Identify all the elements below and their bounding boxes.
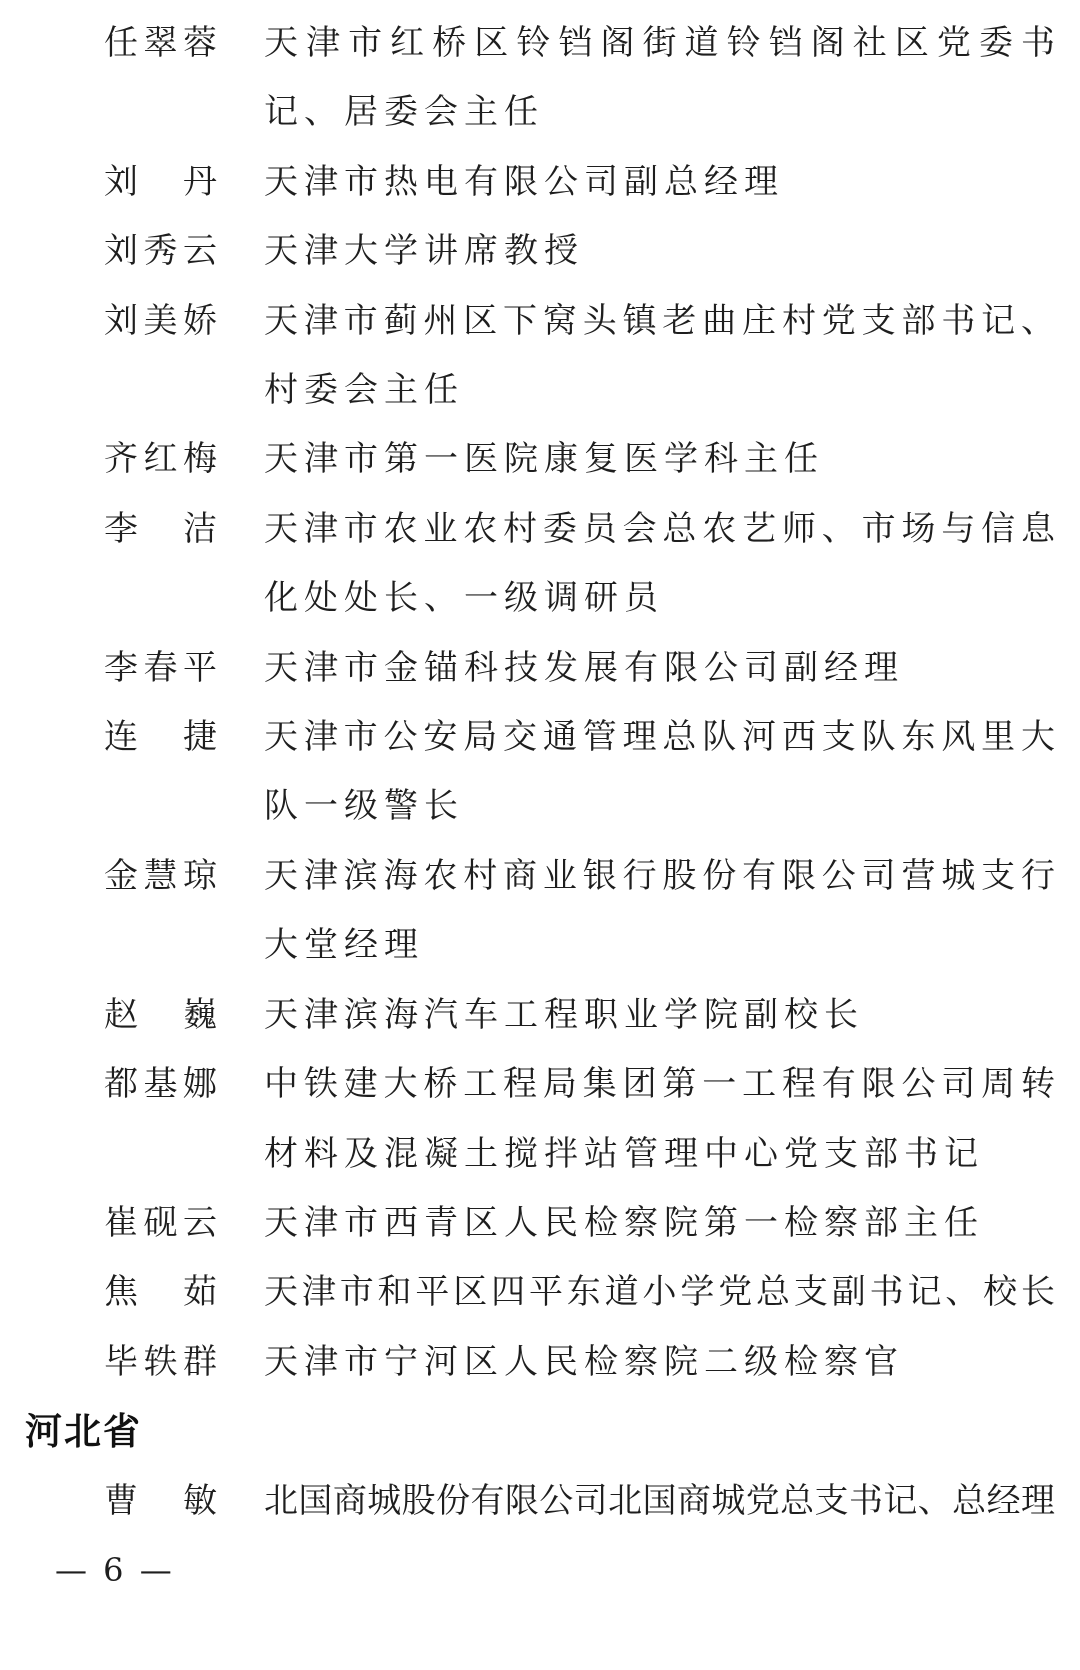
- entry-row: [0, 217, 1080, 286]
- entry-row: [0, 1258, 1080, 1327]
- person-title: [264, 217, 1055, 286]
- entry-row: [0, 703, 1080, 842]
- person-name: 刘秀云: [104, 231, 217, 272]
- title-line: 天津市蓟州区下窝头镇老曲庄村党支部书记、: [264, 300, 1055, 341]
- person-name: 连 捷: [104, 717, 217, 758]
- person-title: [264, 495, 1055, 634]
- person-name: 李春平: [104, 647, 217, 688]
- title-line: 北国商城股份有限公司北国商城党总支书记、总经理: [264, 1480, 1055, 1521]
- person-title: [264, 1050, 1055, 1189]
- entries-hebei: [0, 1467, 1080, 1536]
- title-line: 天津大学讲席教授: [264, 231, 584, 272]
- section-header-hebei: 河北省: [25, 1410, 142, 1454]
- entries-tianjin: [0, 9, 1080, 1397]
- entry-row: [0, 634, 1080, 703]
- person-name: 李 洁: [104, 508, 217, 549]
- entry-row: [0, 9, 1080, 148]
- title-line: 村委会主任: [264, 370, 464, 411]
- person-name: 焦 茹: [104, 1272, 217, 1313]
- person-name: 齐红梅: [104, 439, 217, 480]
- person-title: [264, 1467, 1055, 1536]
- entry-row: [0, 1328, 1080, 1397]
- person-title: [264, 1258, 1055, 1327]
- title-line: 天津市农业农村委员会总农艺师、市场与信息: [264, 508, 1055, 549]
- title-line: 队一级警长: [264, 786, 464, 827]
- title-line: 天津市金锚科技发展有限公司副经理: [264, 647, 904, 688]
- title-line: 大堂经理: [264, 925, 424, 966]
- person-name: 毕轶群: [104, 1341, 217, 1382]
- person-title: [264, 148, 1055, 217]
- title-line: 天津滨海农村商业银行股份有限公司营城支行: [264, 855, 1055, 896]
- entry-row: [0, 1050, 1080, 1189]
- entry-row: [0, 842, 1080, 981]
- person-title: [264, 1328, 1055, 1397]
- title-line: 天津市公安局交通管理总队河西支队东风里大: [264, 717, 1055, 758]
- entry-row: [0, 981, 1080, 1050]
- title-line: 材料及混凝土搅拌站管理中心党支部书记: [264, 1133, 984, 1174]
- person-title: [264, 981, 1055, 1050]
- person-title: [264, 287, 1055, 426]
- title-line: 化处处长、一级调研员: [264, 578, 664, 619]
- title-line: 天津市宁河区人民检察院二级检察官: [264, 1341, 904, 1382]
- person-name: 曹 敏: [104, 1480, 217, 1521]
- person-name: 赵 巍: [104, 994, 217, 1035]
- entry-row: [0, 495, 1080, 634]
- person-name: 金慧琼: [104, 855, 217, 896]
- entry-row: [0, 425, 1080, 494]
- person-title: [264, 425, 1055, 494]
- entry-row: [0, 287, 1080, 426]
- person-name: 崔砚云: [104, 1202, 217, 1243]
- title-line: 天津市红桥区铃铛阁街道铃铛阁社区党委书: [264, 23, 1055, 63]
- title-line: 天津市热电有限公司副总经理: [264, 161, 784, 202]
- page-number: — 6 —: [55, 1550, 175, 1589]
- entry-row: [0, 148, 1080, 217]
- title-line: 天津市西青区人民检察院第一检察部主任: [264, 1202, 984, 1243]
- title-line: 记、居委会主任: [264, 92, 544, 133]
- person-title: [264, 9, 1055, 148]
- person-title: [264, 703, 1055, 842]
- entry-row: [0, 1189, 1080, 1258]
- person-title: [264, 634, 1055, 703]
- title-line: 天津市第一医院康复医学科主任: [264, 439, 824, 480]
- person-name: 任翠蓉: [104, 23, 217, 63]
- title-line: 天津滨海汽车工程职业学院副校长: [264, 994, 864, 1035]
- title-line: 中铁建大桥工程局集团第一工程有限公司周转: [264, 1064, 1055, 1105]
- entry-row: [0, 1467, 1080, 1536]
- person-name: 刘 丹: [104, 161, 217, 202]
- title-line: 天津市和平区四平东道小学党总支副书记、校长: [264, 1272, 1055, 1313]
- person-name: 都基娜: [104, 1064, 217, 1105]
- person-title: [264, 1189, 1055, 1258]
- person-title: [264, 842, 1055, 981]
- person-name: 刘美娇: [104, 300, 217, 341]
